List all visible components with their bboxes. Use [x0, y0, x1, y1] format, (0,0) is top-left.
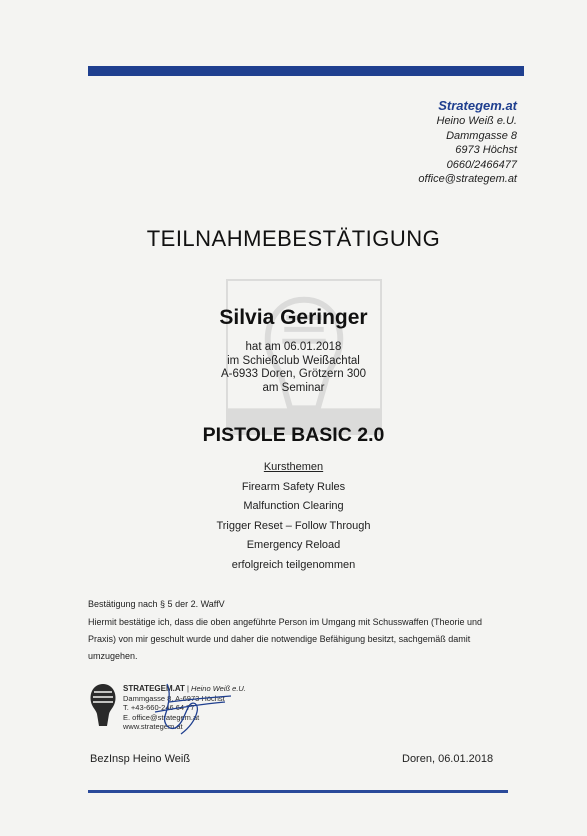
- company-email: office@strategem.at: [418, 173, 517, 185]
- company-name: Strategem.at: [438, 98, 517, 113]
- signer-name: BezInsp Heino Weiß: [90, 753, 191, 765]
- course-title: PISTOLE BASIC 2.0: [202, 424, 385, 446]
- topic-item: Trigger Reset – Follow Through: [216, 519, 371, 532]
- legal-section: [88, 599, 508, 665]
- attendance-details: [0, 341, 587, 395]
- footer-rule: [88, 790, 508, 793]
- details-line-seminar: am Seminar: [262, 381, 325, 394]
- topics-heading: Kursthemen: [263, 461, 324, 473]
- place-and-date: Doren, 06.01.2018: [402, 753, 494, 765]
- company-stamp: [85, 682, 245, 744]
- document-title: TEILNAHMEBESTÄTIGUNG: [146, 226, 441, 251]
- stamp-phone: T. +43-660-246 64 77: [123, 703, 195, 712]
- header-bar: [88, 66, 524, 76]
- company-phone: 0660/2466477: [446, 158, 517, 171]
- topic-item: Malfunction Clearing: [243, 500, 344, 512]
- signature: [85, 682, 235, 744]
- participant-name: Silvia Geringer: [219, 306, 368, 329]
- stamp-owner: Heino Weiß e.U.: [191, 684, 246, 693]
- stamp-address: Dammgasse 8, A-6973 Höchst: [123, 693, 225, 703]
- details-line-date: hat am 06.01.2018: [245, 341, 342, 353]
- topic-item: Firearm Safety Rules: [241, 480, 346, 493]
- details-line-venue: im Schießclub Weißachtal: [227, 354, 360, 367]
- company-street: Dammgasse 8: [446, 129, 517, 142]
- stamp-web: www.strategem.at: [123, 722, 183, 731]
- company-address-block: [418, 98, 517, 187]
- legal-statement: Hiermit bestätige ich, dass die oben angeführte Person im Umgang mit Schusswaffen (Theorie und Praxis) von mir geschult wurde und daher die notwendige Befähigung besitzt, sachgemäß damit umzugehen.: [88, 617, 483, 661]
- company-owner: Heino Weiß e.U.: [436, 115, 517, 127]
- stamp-email: E. office@strategem.at: [123, 712, 200, 722]
- stamp-text: STRATEGEM.AT | Heino Weiß e.U. Dammgasse 8, A-6973 Höchst T. +43-660-246 64 77 E. office@strategem.at www.strategem.at: [123, 684, 246, 731]
- topic-item: Emergency Reload: [246, 539, 341, 551]
- legal-basis: Bestätigung nach § 5 der 2. WaffV: [88, 599, 225, 609]
- stamp-brand: STRATEGEM.AT: [123, 684, 185, 693]
- company-city: 6973 Höchst: [455, 144, 517, 156]
- result-line: erfolgreich teilgenommen: [231, 558, 356, 571]
- course-topics: [0, 458, 587, 575]
- details-line-address: A-6933 Doren, Grötzern 300: [220, 368, 367, 380]
